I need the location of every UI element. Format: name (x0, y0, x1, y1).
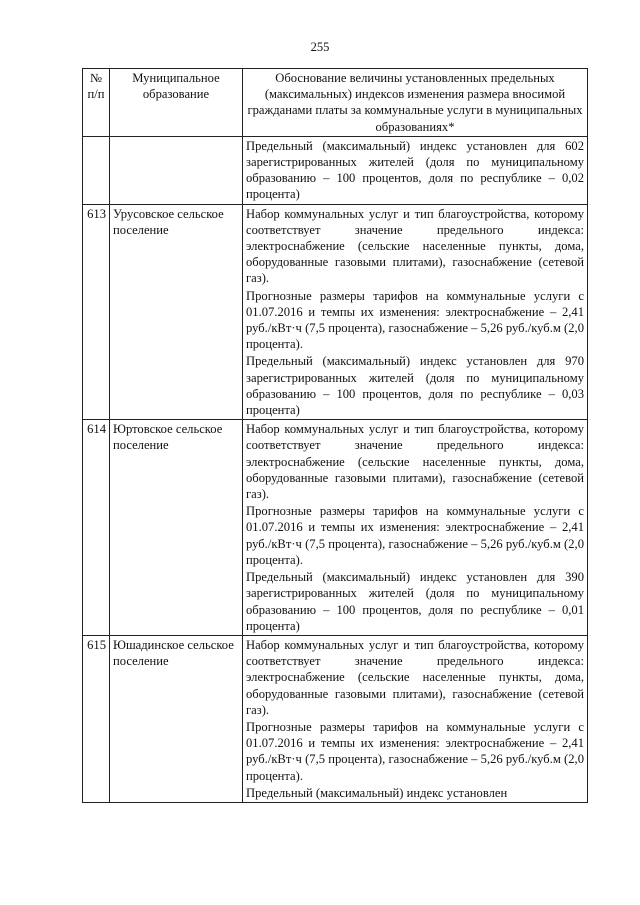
description-paragraph: Предельный (максимальный) индекс установлен для 390 зарегистрированных жителей (доля по муниципальному образованию – 100 процентов, доля по республике – 0,01 процента) (246, 570, 584, 633)
row-description-cell (243, 204, 588, 420)
row-municipality-cell: Юртовское сельское поселение (110, 420, 243, 636)
description-paragraph: Предельный (максимальный) индекс установлен (246, 785, 508, 800)
table-row (83, 635, 588, 802)
description-paragraph: Предельный (максимальный) индекс установлен для 602 зарегистрированных жителей (доля по муниципальному образованию – 100 процентов, доля по республике – 0,02 процента) (246, 138, 584, 202)
row-municipality-cell: Урусовское сельское поселение (110, 204, 243, 420)
table-row (83, 204, 588, 420)
description-paragraph: Набор коммунальных услуг и тип благоустройства, которому соответствует значение предельного индекса: электроснабжение (сельские населенные пункты, дома, оборудованные газовыми плитами), газоснабжение (сетевой газ). (246, 637, 584, 717)
page-number: 255 (310, 40, 330, 54)
row-num-cell: 615 (83, 635, 110, 802)
description-paragraph: Набор коммунальных услуг и тип благоустройства, которому соответствует значение предельного индекса: электроснабжение (сельские населенные пункты, дома, оборудованные газовыми плитами), газоснабжение (сетевой газ). (246, 206, 584, 286)
description-paragraph: Прогнозные размеры тарифов на коммунальные услуги с 01.07.2016 и темпы их изменения: электроснабжение – 2,41 руб./кВт·ч (7,5 процента), газоснабжение – 5,26 руб./куб.м (2,0 процента). (246, 288, 584, 352)
header-municipality: Муниципальное образование (110, 69, 243, 137)
table-row (83, 420, 588, 636)
description-paragraph: Предельный (максимальный) индекс установлен для 970 зарегистрированных жителей (доля по муниципальному образованию – 100 процентов, доля по республике – 0,03 процента) (246, 354, 584, 418)
row-municipality-cell: Юшадинское сельское поселение (110, 635, 243, 802)
description-paragraph: Набор коммунальных услуг и тип благоустройства, которому соответствует значение предельного индекса: электроснабжение (сельские населенные пункты, дома, оборудованные газовыми плитами), газоснабжение (сетевой газ). (246, 422, 584, 502)
row-num-cell (83, 136, 110, 204)
header-num: № п/п (83, 69, 110, 137)
row-description-cell (243, 420, 588, 636)
description-paragraph: Прогнозные размеры тарифов на коммунальные услуги с 01.07.2016 и темпы их изменения: электроснабжение – 2,41 руб./кВт·ч (7,5 процента), газоснабжение – 5,26 руб./куб.м (2,0 процента). (246, 504, 584, 567)
row-num-cell: 614 (83, 420, 110, 636)
table-header-row (83, 69, 588, 137)
table-row-continuation (83, 136, 588, 204)
row-description-cell (243, 136, 588, 204)
header-justification: Обоснование величины установленных предельных (максимальных) индексов изменения размера вносимой гражданами платы за коммунальные услуги в муниципальных образованиях* (243, 69, 588, 137)
row-municipality-cell (110, 136, 243, 204)
row-num-cell: 613 (83, 204, 110, 420)
row-description-cell (243, 635, 588, 802)
description-paragraph: Прогнозные размеры тарифов на коммунальные услуги с 01.07.2016 и темпы их изменения: электроснабжение – 2,41 руб./кВт·ч (7,5 процента), газоснабжение – 5,26 руб./куб.м (2,0 процента). (246, 719, 584, 783)
tariff-index-table (82, 68, 588, 803)
